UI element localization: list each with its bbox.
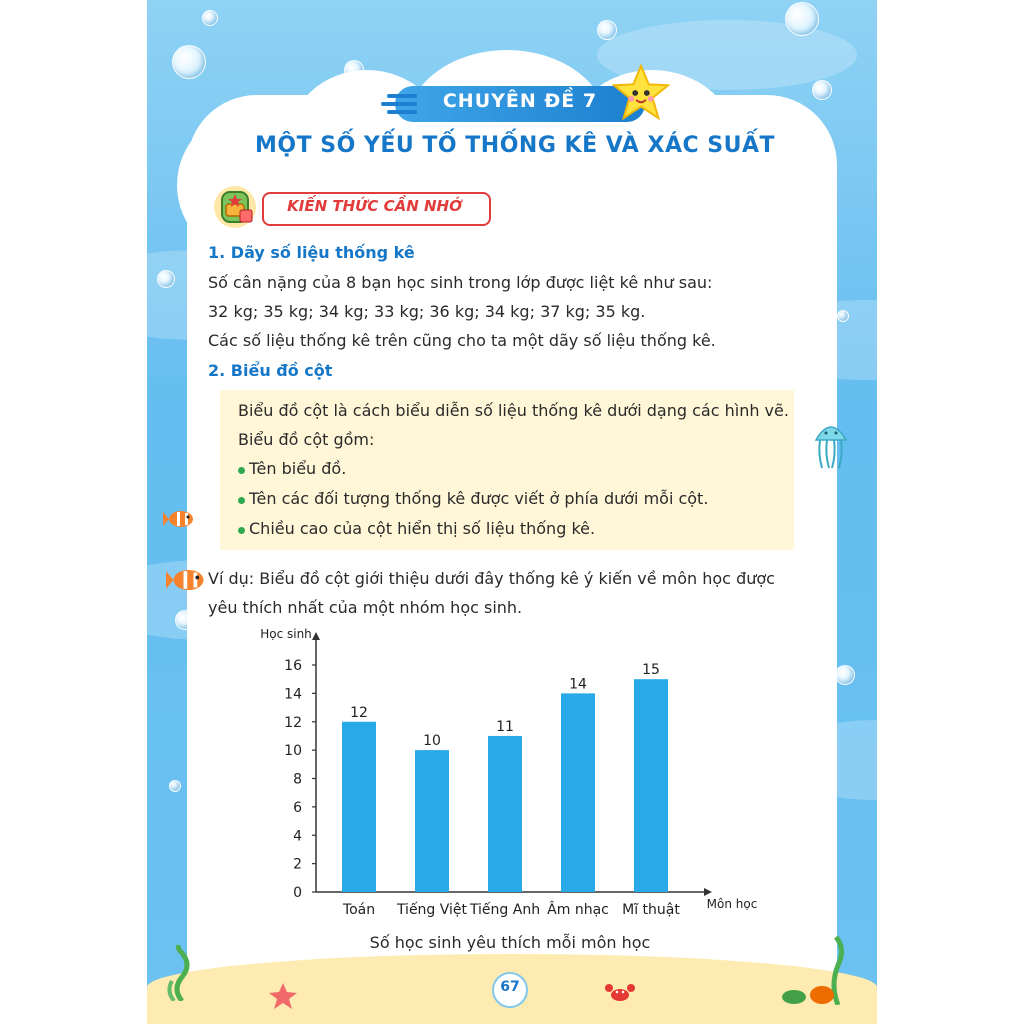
bullet-dot: [238, 467, 245, 474]
example-line: yêu thích nhất của một nhóm học sinh.: [208, 598, 523, 617]
bar: [342, 722, 376, 892]
part1-line: Các số liệu thống kê trên cũng cho ta một dãy số liệu thống kê.: [208, 331, 716, 350]
bar: [488, 736, 522, 892]
bullet-item: Chiều cao của cột hiển thị số liệu thống kê.: [249, 519, 596, 538]
part1-line: Số cân nặng của 8 bạn học sinh trong lớp được liệt kê như sau:: [208, 273, 713, 292]
section-label: KIẾN THỨC CẦN NHỚ: [287, 197, 462, 215]
y-tick-label: 6: [293, 799, 302, 816]
bullet-dot: [238, 497, 245, 504]
part1-heading: 1. Dãy số liệu thống kê: [208, 243, 415, 262]
bar-value-label: 11: [496, 718, 514, 735]
bar-value-label: 12: [350, 704, 368, 721]
y-tick-label: 12: [284, 714, 302, 731]
chart-title: Số học sinh yêu thích mỗi môn học: [369, 933, 651, 952]
page-title: MỘT SỐ YẾU TỐ THỐNG KÊ VÀ XÁC SUẤT: [254, 133, 776, 158]
definition-line: Biểu đồ cột là cách biểu diễn số liệu thống kê dưới dạng các hình vẽ.: [238, 401, 789, 420]
category-label: Âm nhạc: [547, 902, 609, 918]
jellyfish-icon: [810, 418, 852, 472]
y-tick-label: 8: [293, 771, 302, 788]
y-tick-label: 14: [284, 686, 302, 703]
y-tick-label: 0: [293, 885, 302, 901]
clownfish-icon: [163, 508, 195, 530]
bar: [561, 693, 595, 892]
category-label: Toán: [342, 902, 376, 918]
page-number: 67: [500, 979, 520, 995]
coral-icon: [780, 935, 856, 1005]
seaweed-icon: [162, 945, 202, 1001]
category-label: Mĩ thuật: [622, 902, 680, 918]
y-tick-label: 2: [293, 856, 302, 873]
bar-value-label: 14: [569, 676, 587, 693]
bar-chart: [240, 620, 780, 930]
part2-heading: 2. Biểu đồ cột: [208, 361, 333, 380]
x-axis-label: Môn học: [706, 897, 758, 911]
star-mascot-icon: [612, 64, 670, 122]
backpack-icon: [210, 180, 260, 230]
definition-line: Biểu đồ cột gồm:: [238, 430, 375, 449]
y-tick-label: 10: [284, 743, 302, 760]
starfish-icon: [268, 982, 298, 1010]
y-tick-label: 16: [284, 658, 302, 674]
bar: [415, 750, 449, 892]
bar: [634, 679, 668, 892]
bullet-item: Tên biểu đồ.: [249, 459, 347, 478]
bullet-item: Tên các đối tượng thống kê được viết ở phía dưới mỗi cột.: [249, 489, 709, 508]
example-line: Ví dụ: Biểu đồ cột giới thiệu dưới đây thống kê ý kiến về môn học được: [208, 569, 775, 588]
y-axis-label: Học sinh: [260, 627, 312, 641]
category-label: Tiếng Anh: [469, 902, 541, 918]
clownfish-icon: [166, 566, 206, 594]
x-axis-arrow: [704, 888, 712, 896]
bullet-dot: [238, 527, 245, 534]
bar-value-label: 10: [423, 733, 441, 750]
y-tick-label: 4: [293, 828, 302, 845]
y-axis-arrow: [312, 632, 320, 640]
chapter-label: CHUYÊN ĐỀ 7: [442, 90, 598, 112]
bar-value-label: 15: [642, 662, 660, 679]
part1-line: 32 kg; 35 kg; 34 kg; 33 kg; 36 kg; 34 kg; 37 kg; 35 kg.: [208, 302, 646, 321]
category-label: Tiếng Việt: [396, 902, 468, 918]
crab-icon: [604, 982, 636, 1004]
